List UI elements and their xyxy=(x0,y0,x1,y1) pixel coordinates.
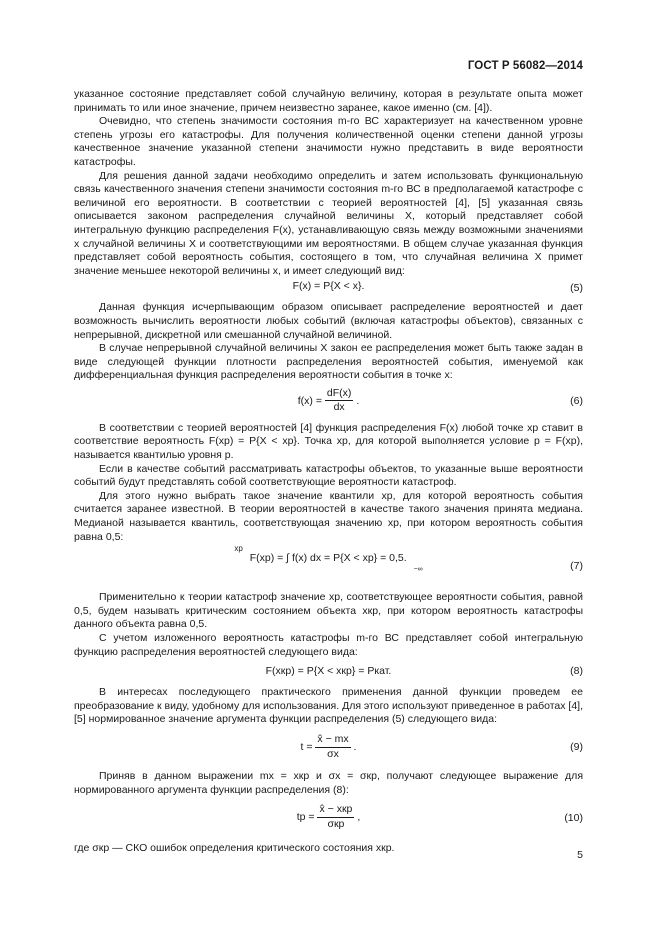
paragraph: Данная функция исчерпывающим образом описывает распределение вероятностей и дает возможность вычислить вероятности любых событий (включая катастрофы объектов), связанных с непрерывной, дискретной или смешанной случайной величиной. xyxy=(74,301,583,341)
formula-9 xyxy=(74,729,583,767)
formula-9-lhs: t = xyxy=(300,740,313,753)
formula-6-denominator: dx xyxy=(333,401,345,414)
formula-10 xyxy=(74,799,583,839)
formula-7 xyxy=(74,546,583,588)
formula-10-tail: , xyxy=(357,811,361,824)
formula-10-lhs: tp = xyxy=(296,811,315,824)
formula-5-number: (5) xyxy=(570,282,583,295)
paragraph: В соответствии с теорией вероятностей [4] функция распределения F(x) любой точке xp ставит в соответствие вероятность F(xp) = P{X < xp}. Точка xp, для которой выполняется условие p = F(xp), называется квантилью уровня p. xyxy=(74,421,583,462)
standard-designation: ГОСТ Р 56082—2014 xyxy=(467,60,583,72)
formula-9-denominator: σx xyxy=(327,747,339,760)
paragraph: где σкр — СКО ошибок определения критического состояния xкр. xyxy=(74,842,395,855)
page-number: 5 xyxy=(577,849,583,861)
formula-7-number: (7) xyxy=(570,560,583,573)
formula-10-number: (10) xyxy=(564,812,583,825)
formula-9-numerator: x̂ − mx xyxy=(315,733,350,748)
paragraph: Очевидно, что степень значимости состояния m-го ВС характеризует на качественном уровне степень угрозы его катастрофы. Для получения количественной оценки степени данной угрозы качественное значение указанной степени значимости нужно представить в виде вероятности катастрофы. xyxy=(74,115,583,168)
formula-7-lower-limit: −∞ xyxy=(413,566,423,574)
formula-6-fraction xyxy=(325,387,354,415)
formula-10-denominator: σкр xyxy=(327,817,345,830)
formula-10-numerator: x̂ − xкр xyxy=(317,803,354,818)
paragraph: Применительно к теории катастроф значение xp, соответствующее вероятности события, равной 0,5, будем называть критическим состоянием объекта xкр, при котором вероятность катастрофы данного объекта равна 0,5. xyxy=(74,591,583,631)
paragraph: Для этого нужно выбрать такое значение квантили xp, для которой вероятность события считается заранее известной. В теории вероятностей в качестве такого значения принята медиана. Медианой называется квантиль, соответствующая значению xp, при котором вероятность события равна 0,5: xyxy=(74,489,583,543)
page-body xyxy=(74,88,583,856)
paragraph: Если в качестве событий рассматривать катастрофы объектов, то указанные выше вероятности событий будут представлять собой соответствующие вероятности катастроф. xyxy=(74,462,583,489)
formula-6-lhs: f(x) = xyxy=(297,394,322,407)
paragraph: Приняв в данном выражении mx = xкр и σx = σкр, получают следующее выражение для нормированного аргумента функции распределения (8): xyxy=(74,769,583,796)
formula-6 xyxy=(74,385,583,419)
formula-9-tail: . xyxy=(353,740,357,753)
formula-6-number: (6) xyxy=(570,395,583,408)
paragraph: Для решения данной задачи необходимо определить и затем использовать функциональную связь качественного значения степени значимости состояния m-го ВС в предполагаемой катастрофе с величиной его вероятности. В соответствии с теорией вероятностей [4], [5] указанная связь описывается законом распределения случайной величины X, который представляет собой интегральную функцию распределения F(x), устанавливающую связь между возможными значениями x случайной величины X и соответствующими им вероятностями. В общем случае указанная функция представляет собой вероятность события, состоящего в том, что случайная величина X примет значение меньшее некоторой величины x, и имеет следующий вид: xyxy=(74,169,583,277)
formula-10-fraction xyxy=(317,803,354,831)
paragraph: С учетом изложенного вероятность катастрофы m-го ВС представляет собой интегральную функцию распределения вероятностей следующего вида: xyxy=(74,632,583,658)
formula-6-numerator: dF(x) xyxy=(325,387,354,402)
formula-5 xyxy=(74,280,583,298)
formula-8-expression: F(xкр) = P{X < xкр} = Pкат. xyxy=(265,665,392,678)
formula-8 xyxy=(74,661,583,683)
formula-6-tail: . xyxy=(356,394,360,407)
paragraph: указанное состояние представляет собой случайную величину, которая в результате опыта может принимать то или иное значение, причем неизвестно заранее, какое именно (см. [4]). xyxy=(74,88,583,114)
formula-8-number: (8) xyxy=(570,665,583,678)
formula-5-expression: F(x) = P{X < x}. xyxy=(292,280,365,293)
formula-7-expression: F(xp) = ∫ f(x) dx = P{X < xp} = 0,5. xyxy=(249,552,407,565)
formula-9-number: (9) xyxy=(570,741,583,754)
formula-9-fraction xyxy=(315,733,350,761)
paragraph: В случае непрерывной случайной величины X закон ее распределения может быть также задан в виде следующей функции плотности распределения вероятностей события, именуемой как дифференциальная функция распределения вероятности события в точке x: xyxy=(74,342,583,382)
formula-7-upper-limit: xp xyxy=(234,544,243,554)
paragraph: В интересах последующего практического применения данной функции проведем ее преобразование к виду, удобному для использования. Для этого используют приведенное в работах [4], [5] нормированное значение аргумента функции распределения (5) следующего вида: xyxy=(74,686,583,726)
